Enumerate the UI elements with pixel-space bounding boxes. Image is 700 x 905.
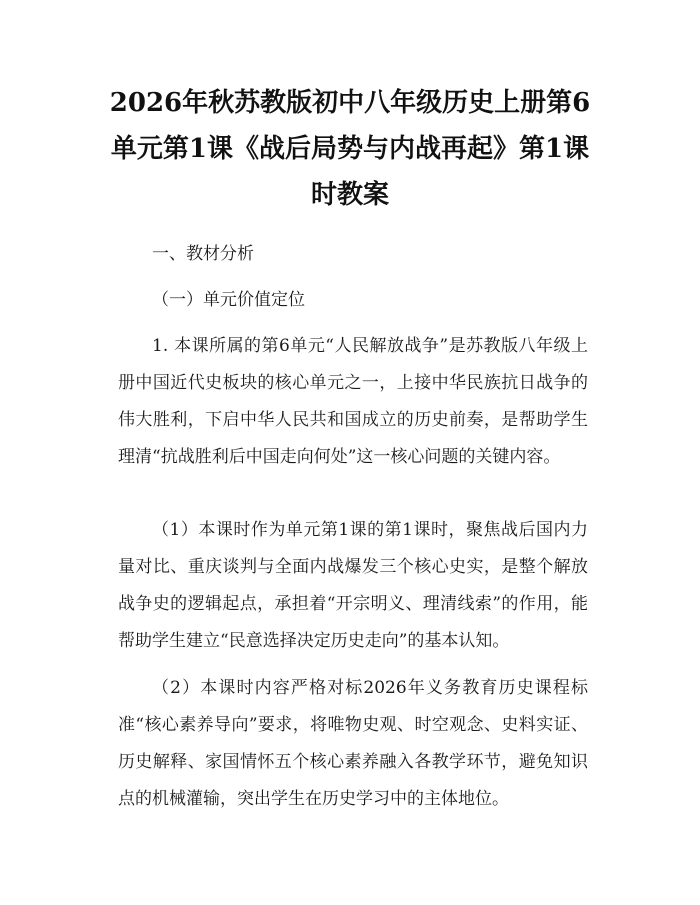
document-title: 2026年秋苏教版初中八年级历史上册第6单元第1课《战后局势与内战再起》第1课时教案 (109, 88, 591, 210)
subsection-heading: （一）单元价值定位 (152, 290, 305, 310)
paragraph-lesson-focus: （1）本课时作为单元第1课的第1课时，聚焦战后国内力量对比、重庆谈判与全面内战爆发三个核心史实，是整个解放战争史的逻辑起点，承担着“开宗明义、理清线索”的作用，能帮助学生建立“民意选择决定历史走向”的基本认知。 (118, 520, 588, 651)
paragraph-unit-position: 1. 本课所属的第6单元“人民解放战争”是苏教版八年级上册中国近代史板块的核心单元之一，上接中华民族抗日战争的伟大胜利，下启中华人民共和国成立的历史前奏，是帮助学生理清“抗战胜利后中国走向何处”这一核心问题的关键内容。 (118, 336, 588, 467)
paragraph-curriculum-standard: （2）本课时内容严格对标2026年义务教育历史课程标准“核心素养导向”要求，将唯物史观、时空观念、史料实证、历史解释、家国情怀五个核心素养融入各教学环节，避免知识点的机械灌输，突出学生在历史学习中的主体地位。 (118, 678, 588, 809)
section-heading: 一、教材分析 (152, 244, 254, 264)
